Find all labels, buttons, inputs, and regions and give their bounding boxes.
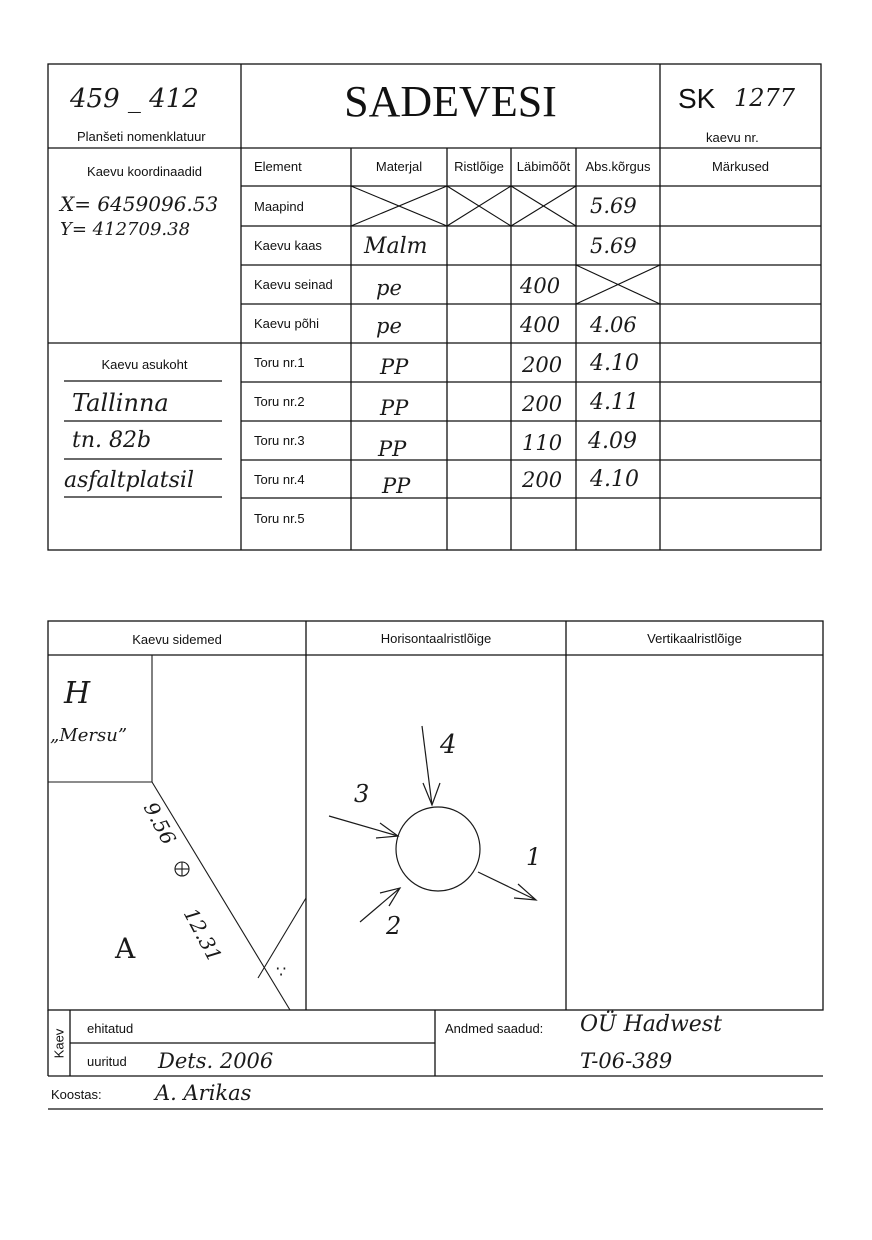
distance-1: 9.56 — [138, 798, 181, 849]
location-line-3: asfaltplatsil — [64, 468, 194, 493]
well-label: kaevu nr. — [706, 130, 759, 145]
pipe-label-3: 3 — [354, 780, 370, 808]
nomenclature-label: Planšeti nomenklatuur — [77, 129, 206, 144]
coord-y: Y= 412709.38 — [60, 219, 191, 240]
ehitatud-label: ehitatud — [87, 1021, 134, 1036]
location-line-1: Tallinna — [72, 389, 169, 417]
th-labimoot: Läbimõõt — [516, 159, 571, 174]
row-element: Kaevu kaas — [254, 238, 322, 253]
row-element: Kaevu seinad — [254, 277, 333, 292]
horisontaal-header: Horisontaalristlõige — [380, 631, 492, 646]
row-labimoot: 200 — [522, 392, 563, 416]
row-element: Toru nr.1 — [254, 355, 305, 370]
page-title: SADEVESI — [344, 77, 557, 126]
th-markused: Märkused — [711, 159, 770, 174]
row-element: Kaevu põhi — [254, 316, 320, 331]
th-materjal: Materjal — [375, 159, 423, 174]
row-element: Toru nr.4 — [254, 472, 305, 487]
andmed-value-2: T-06-389 — [580, 1049, 673, 1073]
row-labimoot: 400 — [520, 313, 561, 337]
row-abs: 4.10 — [590, 351, 639, 376]
th-element: Element — [254, 159, 302, 174]
nomenclature-value: 459 _ 412 — [70, 84, 199, 114]
row-materjal: Malm — [364, 234, 428, 259]
location-line-2: tn. 82b — [72, 428, 152, 453]
row-labimoot: 200 — [522, 468, 563, 492]
area-letter: A — [115, 932, 136, 965]
manhole-plan — [329, 726, 536, 922]
uuritud-label: uuritud — [87, 1054, 127, 1069]
uuritud-value: Dets. 2006 — [158, 1049, 274, 1073]
coords-label: Kaevu koordinaadid — [87, 164, 202, 179]
row-materjal: PP — [378, 437, 407, 461]
sidemed-header: Kaevu sidemed — [132, 632, 222, 647]
well-prefix: SK — [678, 83, 716, 114]
th-ristloige: Ristlõige — [454, 159, 504, 174]
well-number: 1277 — [734, 84, 796, 112]
row-abs: 4.09 — [588, 429, 637, 454]
koostas-label: Koostas: — [51, 1087, 102, 1102]
row-materjal: PP — [380, 396, 409, 420]
andmed-label: Andmed saadud: — [445, 1021, 544, 1036]
location-label: Kaevu asukoht — [101, 357, 188, 372]
row-labimoot: 200 — [522, 353, 563, 377]
pipe-label-2: 2 — [386, 912, 402, 940]
row-labimoot: 110 — [522, 431, 563, 455]
row-abs: 5.69 — [590, 234, 637, 258]
row-element: Toru nr.2 — [254, 394, 305, 409]
row-element: Maapind — [254, 199, 304, 214]
row-abs: 4.11 — [590, 390, 639, 415]
building-name: „Mersu” — [50, 725, 128, 746]
row-materjal: PP — [380, 355, 409, 379]
coord-x: X= 6459096.53 — [60, 192, 219, 216]
vertikaal-header: Vertikaalristlõige — [647, 631, 742, 646]
koostas-value: A. Arikas — [155, 1081, 252, 1105]
andmed-value-1: OÜ Hadwest — [580, 1012, 722, 1037]
row-materjal: pe — [376, 314, 402, 338]
row-abs: 4.10 — [590, 467, 639, 492]
pipe-label-4: 4 — [440, 730, 457, 760]
distance-2: 12.31 — [178, 904, 227, 966]
row-labimoot: 400 — [520, 274, 561, 298]
pipe-label-1: 1 — [526, 843, 542, 871]
row-abs: 4.06 — [590, 313, 637, 337]
row-abs: 5.69 — [590, 194, 637, 218]
row-materjal: PP — [382, 474, 411, 498]
row-element: Toru nr.3 — [254, 433, 305, 448]
th-abs-korgus: Abs.kõrgus — [585, 159, 651, 174]
row-materjal: pe — [376, 276, 402, 300]
kaev-label: Kaev — [51, 1028, 67, 1059]
row-element: Toru nr.5 — [254, 511, 305, 526]
building-letter: H — [64, 676, 91, 711]
small-mark: ∵ — [276, 962, 287, 981]
